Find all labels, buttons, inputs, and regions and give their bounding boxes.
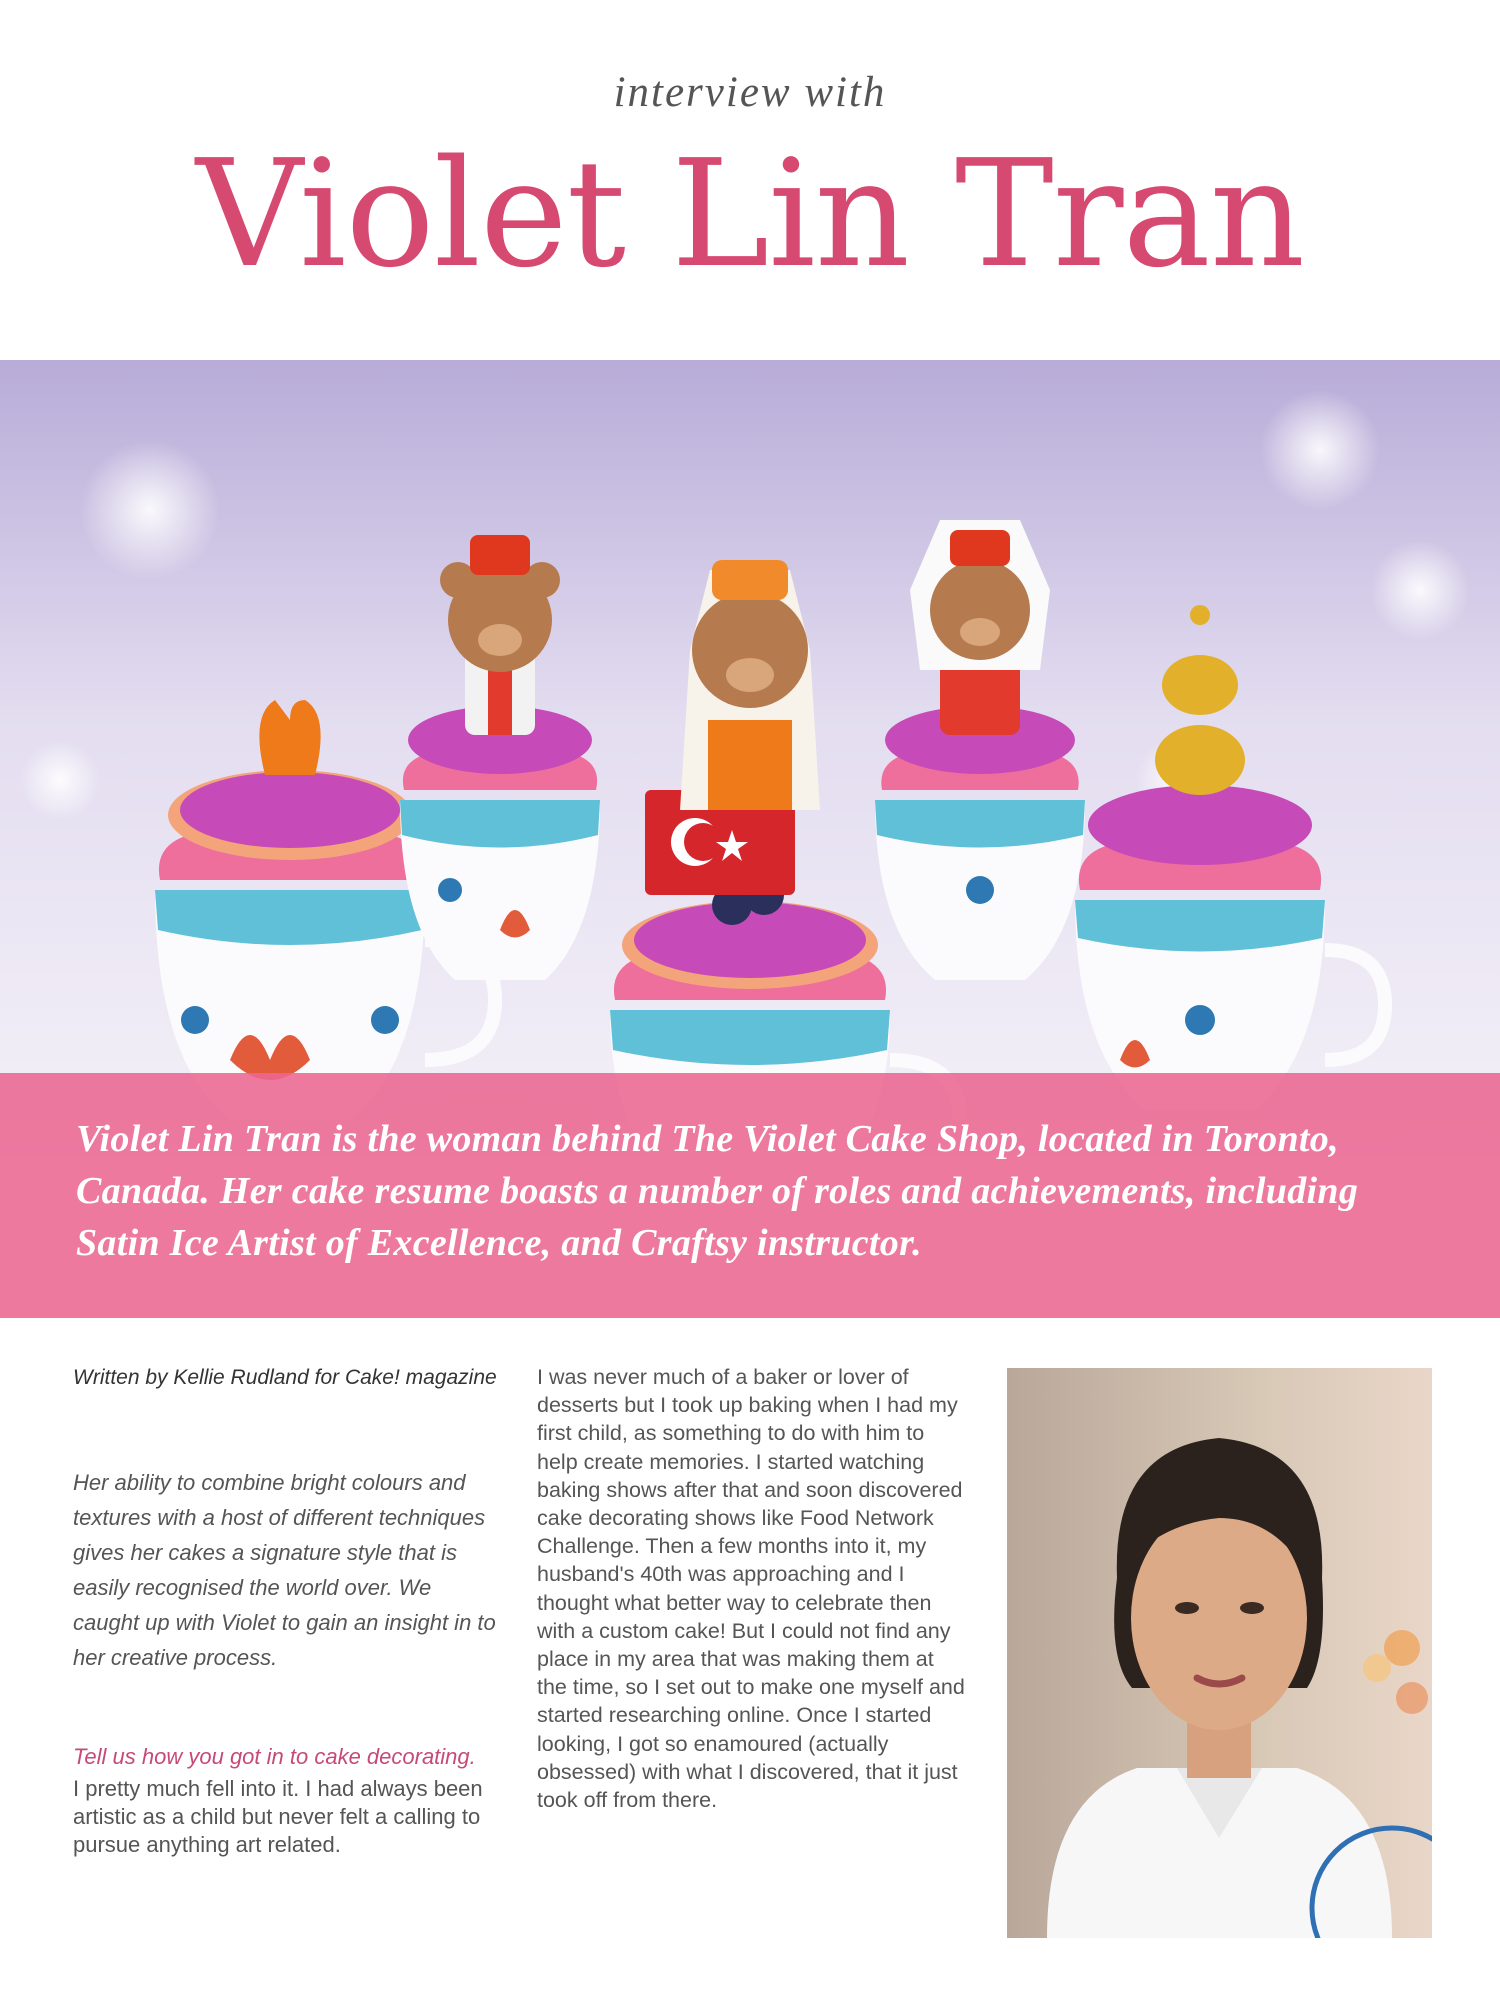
portrait-photo <box>1007 1368 1432 1938</box>
page-title: Violet Lin Tran <box>195 128 1305 300</box>
intro-banner <box>0 1073 1500 1318</box>
answer-paragraph-continued: I was never much of a baker or lover of desserts but I took up baking when I had my first child, as something to do with him to help create memories. I started watching baking shows after that and soon discovered cake decorating shows like Food Network Challenge. Then a few months into it, my husband's 40th was approaching and I thought what better way to celebrate then with a custom cake! But I could not find any place in my area that was making them at the time, so I set out to make one myself and started researching online. Once I started looking, I got so enamoured (actually obsessed) with what I discovered, that it just took off from there. <box>537 1365 965 1813</box>
article-column-left <box>73 1360 503 1859</box>
banner-text: Violet Lin Tran is the woman behind The Violet Cake Shop, located in Toronto, Canada. Her cake resume boasts a number of roles and achievements, including Satin Ice Artist of Excellence, and Craftsy instructor. <box>76 1118 1359 1264</box>
answer-paragraph: I pretty much fell into it. I had always been artistic as a child but never felt a calling to pursue anything art related. <box>73 1776 483 1857</box>
hero-image <box>0 360 1500 1155</box>
byline: Written by Kellie Rudland for Cake! magazine <box>73 1366 497 1389</box>
interview-kicker: interview with <box>613 69 887 116</box>
intro-paragraph: Her ability to combine bright colours and textures with a host of different techniques gives her cakes a signature style that is easily recognised the world over. We caught up with Violet to gain an insight in to her creative process. <box>73 1470 496 1670</box>
question-heading: Tell us how you got in to cake decorating. <box>73 1744 476 1769</box>
